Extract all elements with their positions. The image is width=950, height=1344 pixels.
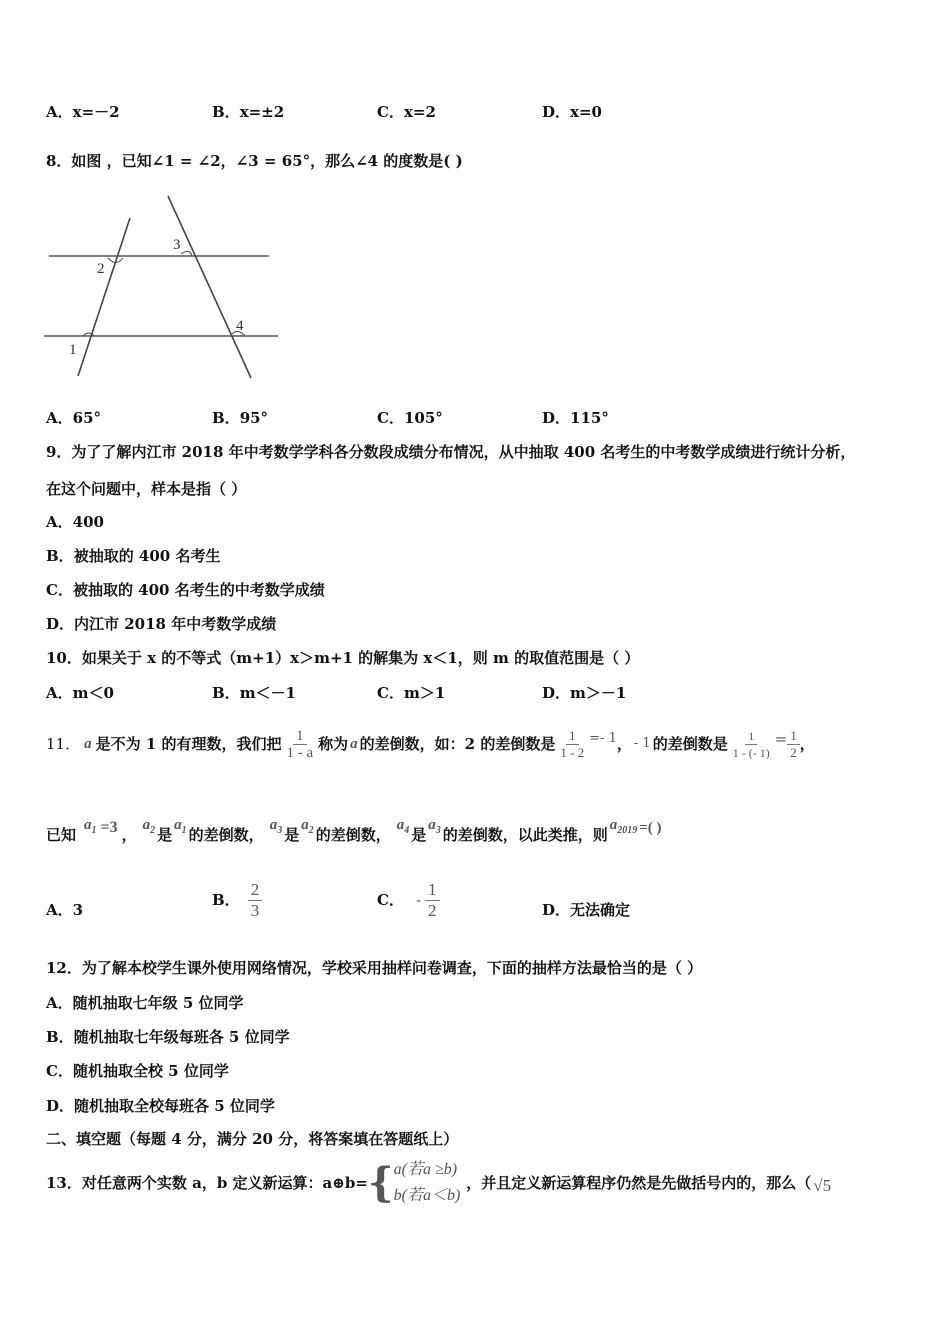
q9-option-b: B．被抽取的 400 名考生 [46,547,221,565]
q11-option-c: C． - $\frac{1}{2}$ [377,876,440,924]
q11-fraction-2: $\frac{1}{1 - 2}$ [560,727,585,760]
q7-option-b: B．x=±2 [212,103,285,121]
q11-option-a: A．3 [46,901,84,919]
q11-stem-line2: 已知 $a_1$ =3 ， $a_2$ 是 $a_1$ 的差倒数， $a_3$ 是 $a_2$ 的差倒数， $a_4$ 是 $a_3$ 的差倒数，以此类推，则 $a_{2019}$ =( ) [46,817,662,844]
q9-stem-line2: 在这个问题中，样本是指（ ） [46,480,247,498]
angle-label-4: 4 [236,318,244,334]
q11-fraction-3: $\frac{1}{1 - (- 1)}$ [732,728,770,760]
q11-fraction-4: $\frac{1}{2}$ [787,728,800,761]
q8-option-b: B．95° [212,409,269,427]
q10-option-b: B．m＜－1 [212,684,296,702]
q11-stem-line1: 11． a 是不为 1 的有理数，我们把 $\frac{1}{1 - a}$ 称为 a 的差倒数，如：2 的差倒数是 $\frac{1}{1 - 2}$ =- 1 ， - 1 的差倒数是 $\frac{1}{1 - (- 1)}$ = $\frac{1}{2}$ ， [46,727,815,761]
q12-option-b: B．随机抽取七年级每班各 5 位同学 [46,1028,290,1046]
q9-option-d: D．内江市 2018 年中考数学成绩 [46,615,277,633]
q10-option-c: C．m＞1 [377,684,446,702]
piecewise-brace: { [367,1159,394,1206]
piecewise-cases: a(若a ≥b) b(若a＜b) [393,1161,461,1204]
q8-option-d: D．115° [542,409,609,427]
q12-stem: 12．为了解本校学生课外使用网络情况，学校采用抽样问卷调查，下面的抽样方法最恰当的是（ ） [46,959,703,977]
angle-label-3: 3 [173,237,181,253]
q10-option-d: D．m＞－1 [542,684,627,702]
q9-option-a: A．400 [46,513,104,531]
angle-label-1: 1 [69,342,77,358]
q8-stem: 8．如图 ，已知∠1 = ∠2，∠3 = 65°，那么∠4 的度数是( ) [46,152,463,170]
q10-option-a: A．m＜0 [46,684,114,702]
q7-option-c: C．x=2 [377,103,436,121]
q7-option-a: A．x=－2 [46,103,120,121]
q12-option-c: C．随机抽取全校 5 位同学 [46,1062,229,1080]
q12-option-d: D．随机抽取全校每班各 5 位同学 [46,1097,275,1115]
section-2-title: 二、填空题（每题 4 分，满分 20 分，将答案填在答题纸上） [46,1130,459,1148]
q7-option-d: D．x=0 [542,103,602,121]
q8-option-c: C．105° [377,409,443,427]
transversal-left [78,218,130,376]
angle-label-2: 2 [97,261,105,277]
q10-stem: 10．如果关于 x 的不等式（m+1）x＞m+1 的解集为 x＜1，则 m 的取值范围是（ ） [46,649,640,667]
q9-option-c: C．被抽取的 400 名考生的中考数学成绩 [46,581,325,599]
q11-option-d: D．无法确定 [542,901,631,919]
q13-stem: 13．对任意两个实数 a，b 定义新运算：a⊕b= { a(若a ≥b) b(若a＜b) ，并且定义新运算程序仍然是先做括号内的，那么（ √5 [46,1155,831,1211]
q11-option-b: B． $\frac{2}{3}$ [212,876,262,924]
q8-figure [40,190,285,385]
q11-fraction-1: $\frac{1}{1 - a}$ [286,727,314,761]
transversal-right [168,196,251,378]
q8-option-a: A．65° [46,409,102,427]
q9-stem-line1: 9．为了了解内江市 2018 年中考数学学科各分数段成绩分布情况，从中抽取 400 名考生的中考数学成绩进行统计分析， [46,443,856,461]
q12-option-a: A．随机抽取七年级 5 位同学 [46,994,244,1012]
